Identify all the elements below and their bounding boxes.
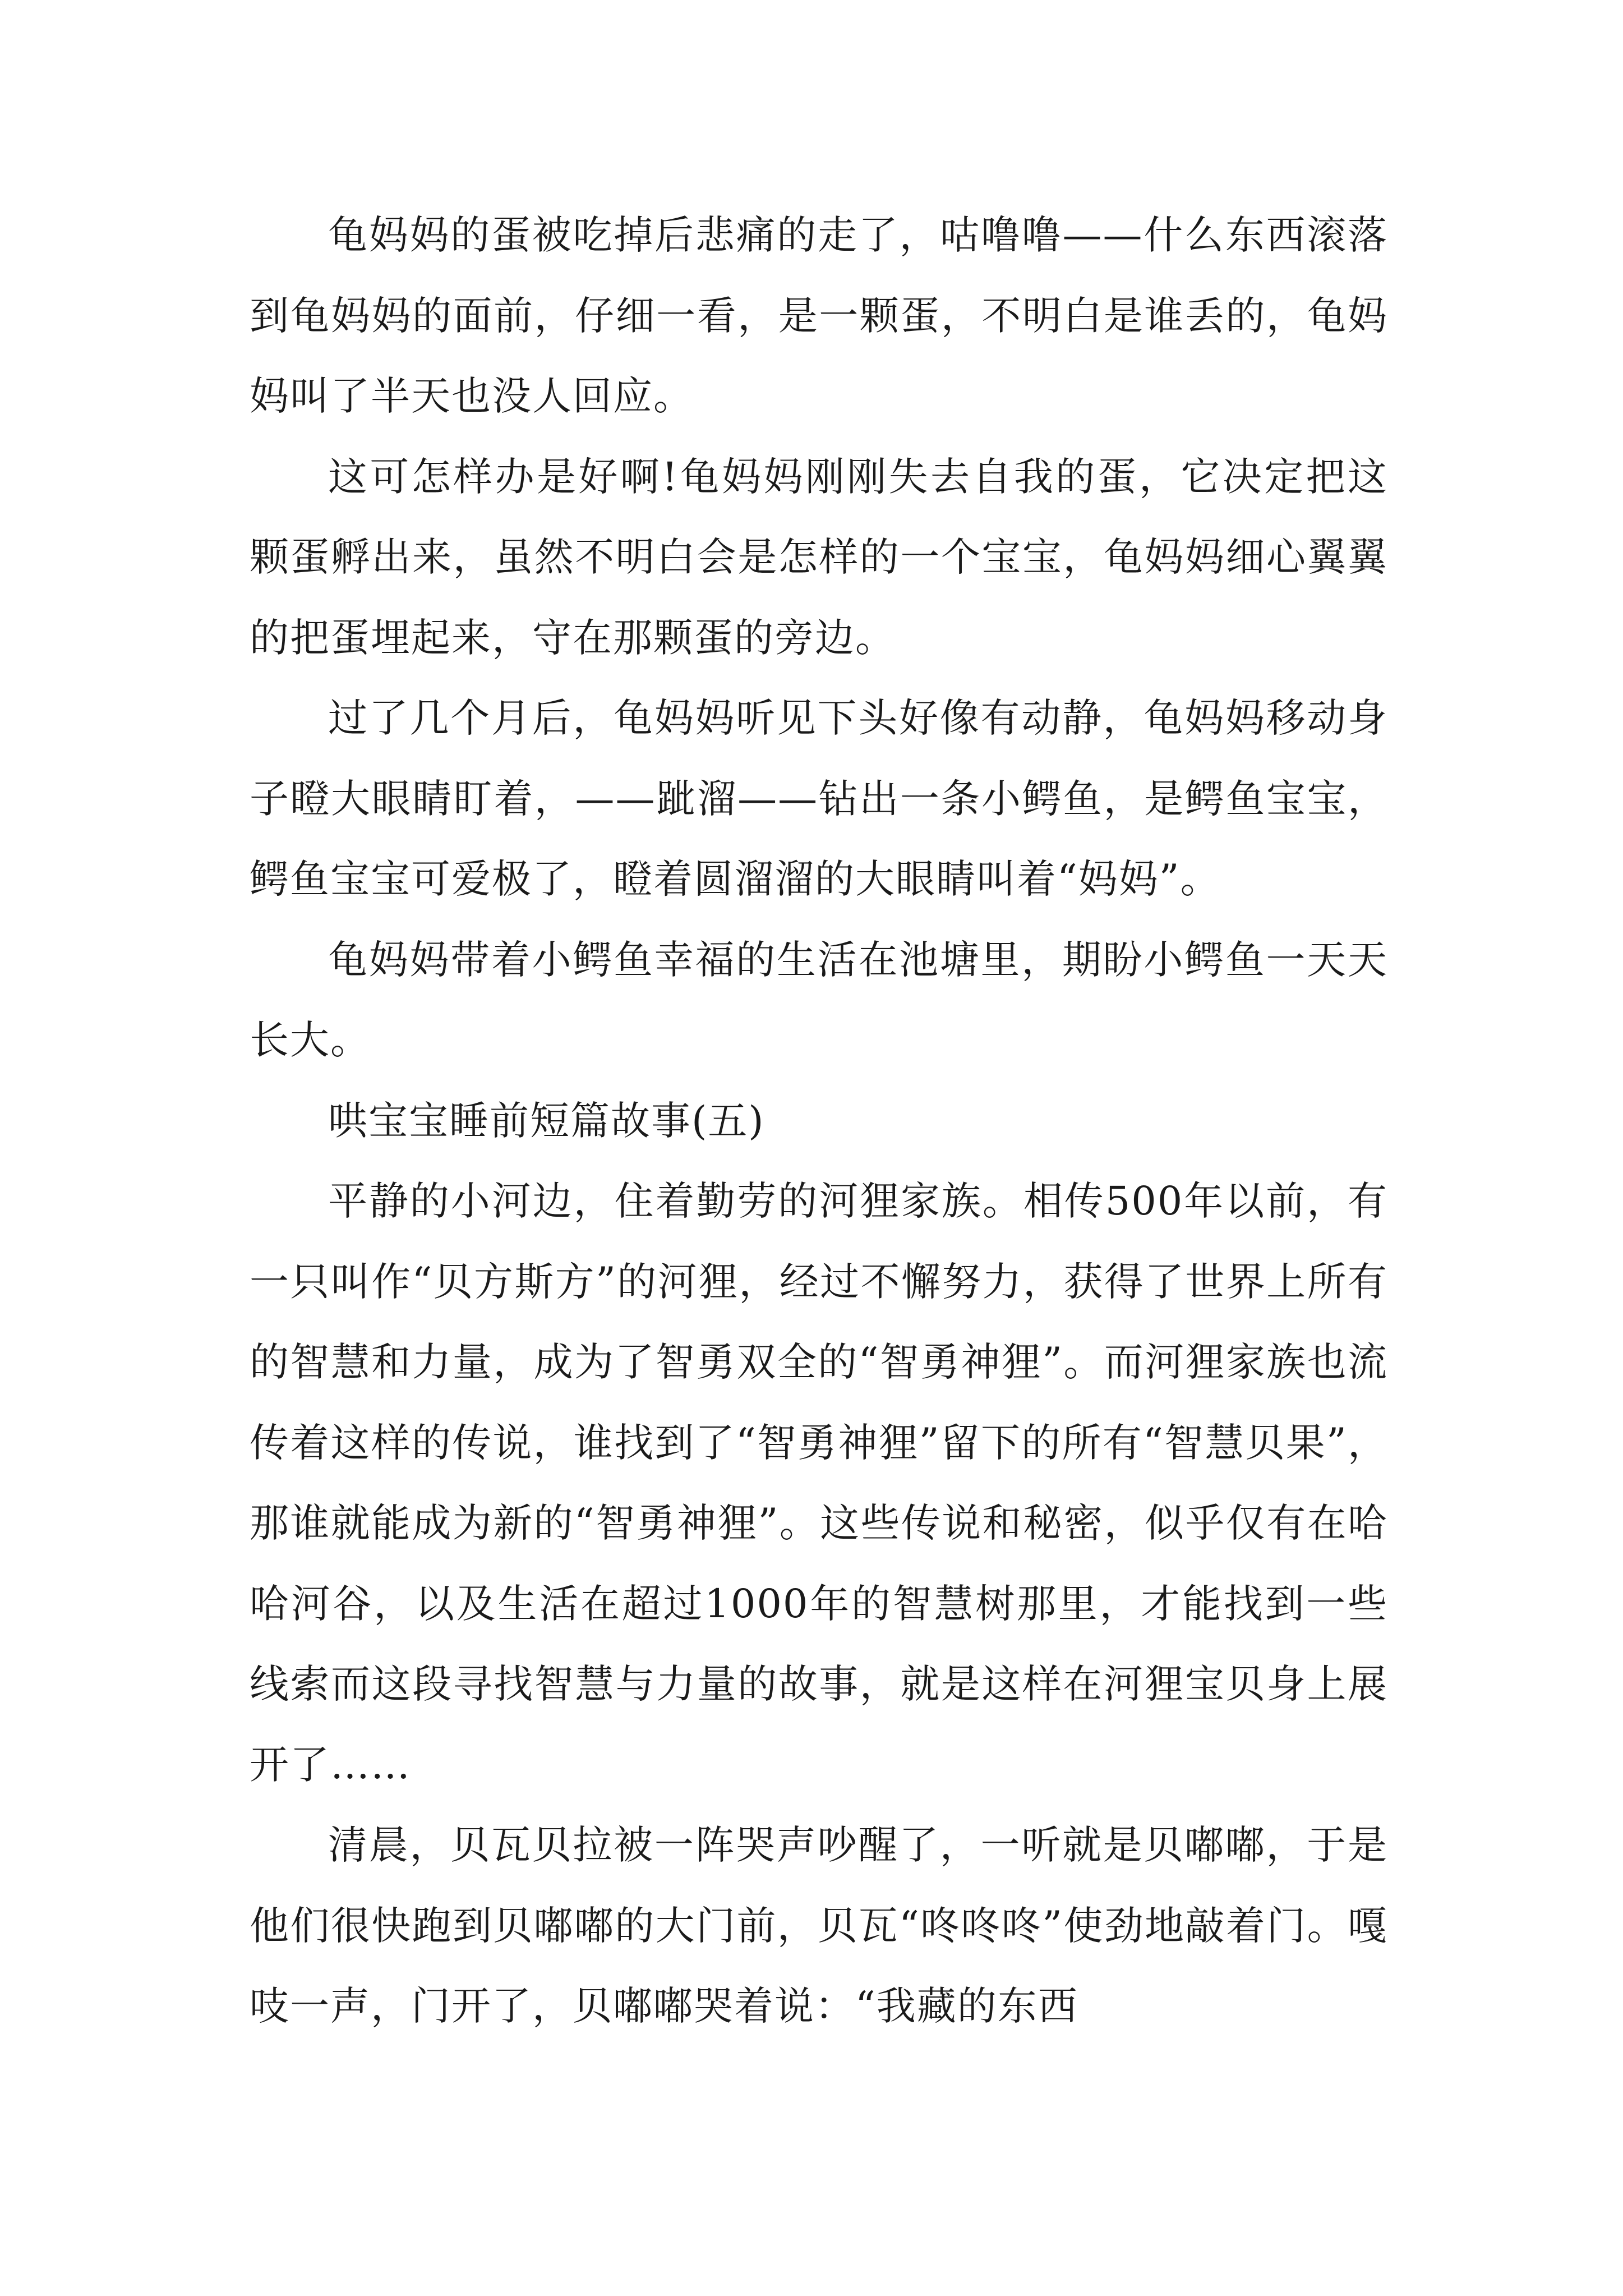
paragraph-happy-life: 龟妈妈带着小鳄鱼幸福的生活在池塘里，期盼小鳄鱼一天天长大。	[250, 936, 1388, 1063]
paragraph-beaver-legend: 平静的小河边，住着勤劳的河狸家族。相传500年以前，有一只叫作“贝方斯方”的河狸，经过不懈努力，获得了世界上所有的智慧和力量，成为了智勇双全的“智勇神狸”。而河狸家族也流传着这样的传说，谁找到了“智勇神狸”留下的所有“智慧贝果”，那谁就能成为新的“智勇神狸”。这些传说和秘密，似乎仅有在哈哈河谷，以及生活在超过1000年的智慧树那里，才能找到一些线索而这段寻找智慧与力量的故事，就是这样在河狸宝贝身上展开了……	[250, 1178, 1388, 1788]
story-text	[250, 195, 1388, 2047]
story-heading: 哄宝宝睡前短篇故事(五)	[328, 1097, 765, 1144]
paragraph-turtle-egg: 龟妈妈的蛋被吃掉后悲痛的走了，咕噜噜——什么东西滚落到龟妈妈的面前，仔细一看，是一颗蛋，不明白是谁丢的，龟妈妈叫了半天也没人回应。	[250, 212, 1388, 419]
paragraph-baby-crocodile: 过了几个月后，龟妈妈听见下头好像有动静，龟妈妈移动身子瞪大眼睛盯着，——跐溜——钻出一条小鳄鱼，是鳄鱼宝宝，鳄鱼宝宝可爱极了，瞪着圆溜溜的大眼睛叫着“妈妈”。	[250, 695, 1388, 902]
paragraph-morning-crying: 清晨，贝瓦贝拉被一阵哭声吵醒了，一听就是贝嘟嘟，于是他们很快跑到贝嘟嘟的大门前，贝瓦“咚咚咚”使劲地敲着门。嘎吱一声，门开了，贝嘟嘟哭着说：“我藏的东西	[250, 1822, 1388, 2029]
paragraph-hatch-decision: 这可怎样办是好啊!龟妈妈刚刚失去自我的蛋，它决定把这颗蛋孵出来，虽然不明白会是怎样的一个宝宝，龟妈妈细心翼翼的把蛋埋起来，守在那颗蛋的旁边。	[250, 453, 1388, 661]
